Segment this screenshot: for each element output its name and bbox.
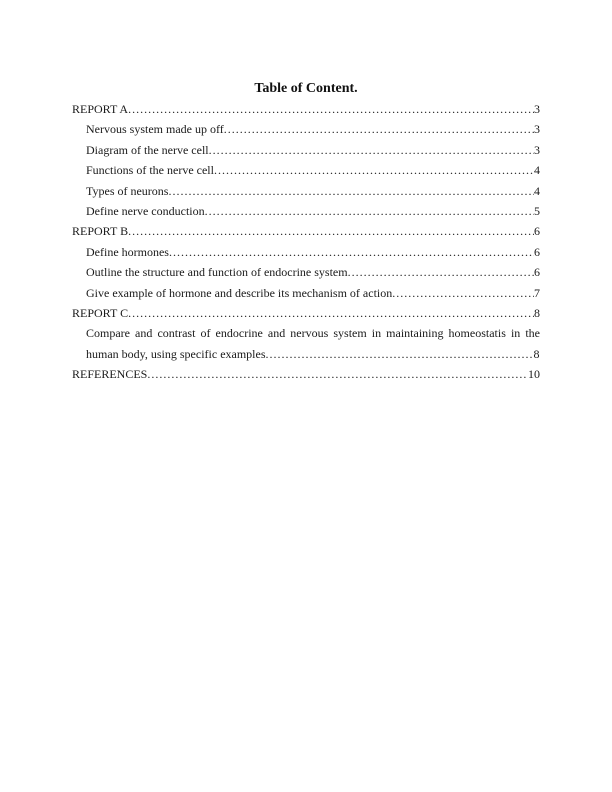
- toc-page-number: 5: [534, 204, 540, 219]
- toc-entry-label: Define nerve conduction: [86, 204, 205, 219]
- dot-leader: [214, 160, 534, 180]
- dot-leader: [128, 303, 534, 323]
- toc-entry-label: REFERENCES: [72, 367, 148, 382]
- toc-entry-label: Diagram of the nerve cell: [86, 142, 209, 157]
- toc-entry-label: Nervous system made up off: [86, 122, 224, 137]
- toc-entry-functions-nerve-cell[interactable]: [72, 160, 540, 180]
- toc-entry-define-nerve-conduction[interactable]: [72, 201, 540, 221]
- toc-entry-label: Give example of hormone and describe its mechanism of action: [86, 285, 393, 300]
- dot-leader: [128, 99, 534, 119]
- toc-page-number: 8: [533, 346, 540, 361]
- dot-leader: ...................................................................: [265, 346, 534, 361]
- toc-page-number: 4: [534, 183, 540, 198]
- toc-entry-label: Define hormones: [86, 244, 169, 259]
- toc-entry-references[interactable]: [72, 364, 540, 384]
- toc-list: [72, 99, 540, 385]
- toc-entry-label: REPORT A: [72, 102, 129, 116]
- toc-entry-diagram-nerve-cell[interactable]: [72, 140, 540, 160]
- toc-entry-report-b[interactable]: [72, 221, 540, 241]
- toc-page-number: 3: [534, 102, 540, 116]
- dot-leader: [169, 242, 534, 262]
- dot-leader: [147, 364, 528, 384]
- toc-entry-hormone-example[interactable]: [72, 283, 540, 303]
- toc-entry-nervous-system[interactable]: [72, 119, 540, 139]
- toc-page-number: 3: [534, 122, 540, 137]
- toc-entry-types-of-neurons[interactable]: [72, 181, 540, 201]
- dot-leader: [392, 283, 534, 303]
- toc-entry-report-c[interactable]: [72, 303, 540, 323]
- toc-entry-label: REPORT C: [72, 306, 129, 321]
- toc-entry-compare-contrast[interactable]: [72, 323, 540, 364]
- toc-entry-report-a[interactable]: [72, 99, 540, 119]
- toc-entry-label: Outline the structure and function of endocrine system: [86, 265, 348, 280]
- toc-entry-label: Functions of the nerve cell: [86, 163, 214, 178]
- toc-entry-label: Compare and contrast of endocrine and nervous system in maintaining homeostatis in the human body, using specific examples: [86, 326, 540, 361]
- toc-page-number: 4: [534, 163, 540, 178]
- dot-leader: [168, 181, 534, 201]
- toc-page-number: 8: [534, 306, 540, 321]
- dot-leader: [209, 140, 534, 160]
- toc-entry-label: Types of neurons: [86, 183, 169, 198]
- dot-leader: [348, 262, 534, 282]
- dot-leader: [224, 119, 534, 139]
- toc-entry-endocrine-structure[interactable]: [72, 262, 540, 282]
- dot-leader: [205, 201, 534, 221]
- toc-page-number: 10: [528, 367, 540, 382]
- toc-page-number: 6: [534, 265, 540, 280]
- toc-entry-define-hormones[interactable]: [72, 242, 540, 262]
- toc-page-number: 6: [534, 224, 540, 239]
- page-title: Table of Content.: [254, 81, 358, 96]
- toc-page-number: 3: [534, 142, 540, 157]
- toc-page-number: 7: [534, 285, 540, 300]
- table-of-contents: [72, 80, 540, 385]
- dot-leader: [128, 221, 534, 241]
- toc-entry-label: REPORT B: [72, 224, 129, 239]
- toc-page-number: 6: [534, 244, 540, 259]
